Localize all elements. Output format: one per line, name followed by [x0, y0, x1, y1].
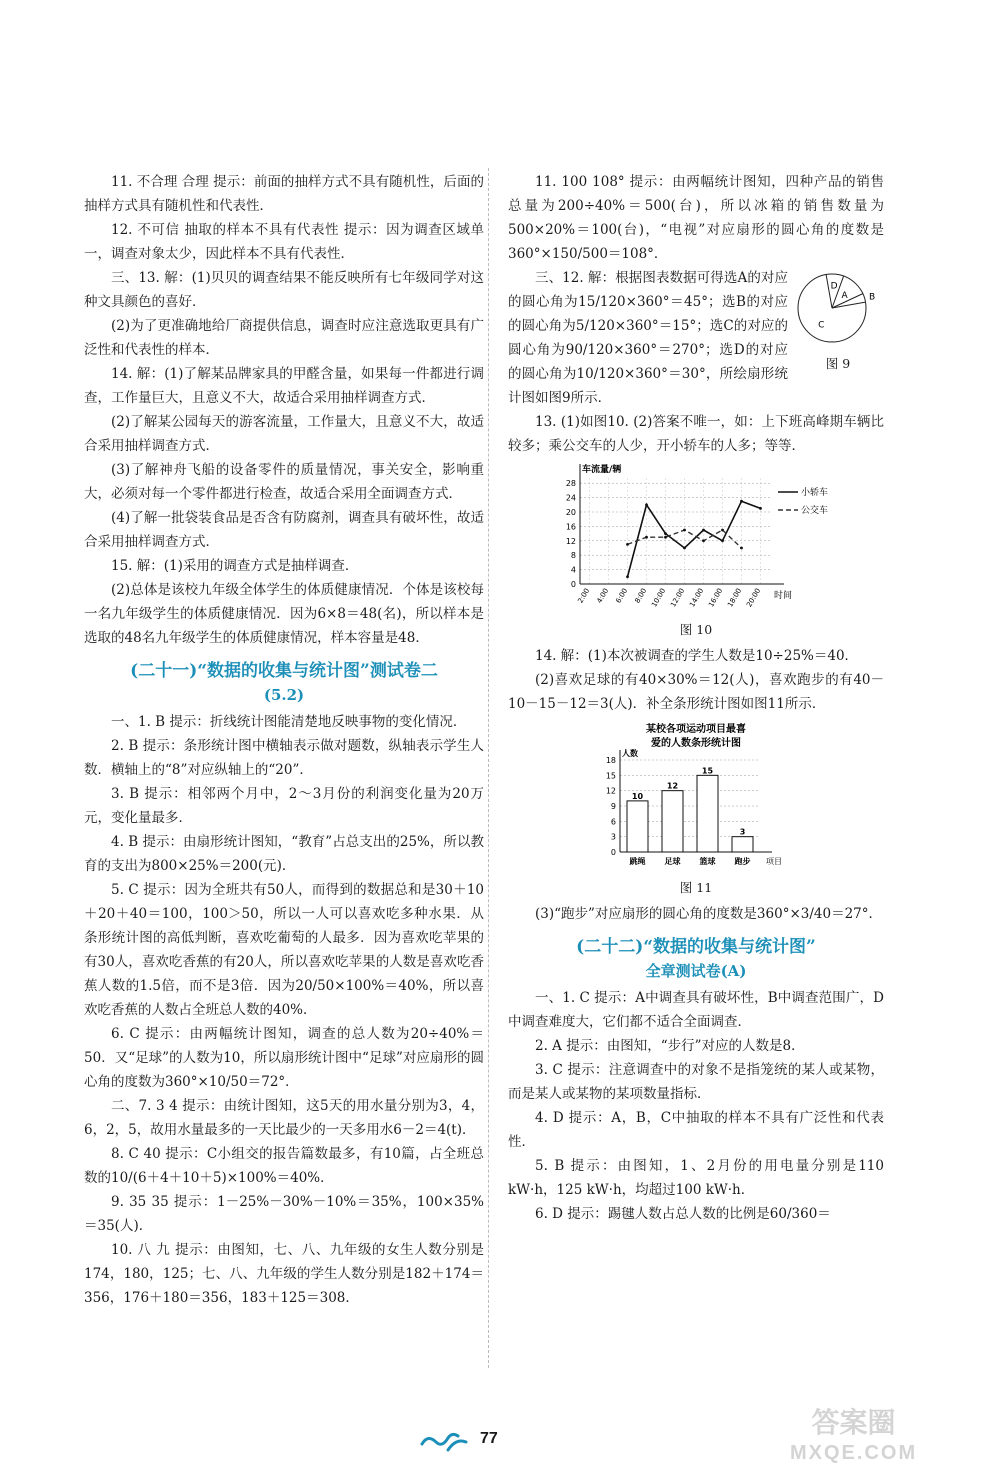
- line-point: [626, 575, 629, 578]
- answer-12: 12. 不可信 抽取的样本不具有代表性 提示：因为调查区域单一，调查对象太少，因此样本不具有代表性．: [84, 222, 484, 262]
- q21-5: 5. C 提示：因为全班共有50人，而得到的数据总和是30＋10＋20＋40＝100，100＞50，所以一人可以喜欢吃多种水果．从条形统计图的高低判断，喜欢吃葡萄的人最多．因为喜欢吃苹果的有30人，喜欢吃香蕉的有20人，所以喜欢吃苹果的人数是喜欢吃香蕉人数的1.5倍，而不是3倍．因为20/50×100%＝40%，所以喜欢吃香蕉的人数占全班总人数的40%．: [84, 882, 484, 1018]
- line-xtick: 10:00: [650, 587, 668, 609]
- line-point: [759, 507, 762, 510]
- line-xtick: 14:00: [688, 587, 706, 609]
- column-divider: [488, 168, 489, 1368]
- answer-13-1: 三、13. 解：(1)贝贝的调查结果不能反映所有七年级同学对这种文具颜色的喜好．: [84, 270, 484, 310]
- line-point: [702, 529, 705, 532]
- line-point: [740, 500, 743, 503]
- q22-6: 6. D 提示：踢毽人数占总人数的比例是60/360＝: [535, 1206, 831, 1222]
- line-point: [683, 547, 686, 550]
- page-number: 77: [480, 1430, 498, 1447]
- answer-12-pie: 三、12. 解：根据图表数据可得选A的对应的圆心角为15/120×360°＝45°；选B的对应的圆心角为5/120×360°＝15°；选C的对应的圆心角为90/120×360°＝270°；选D的对应的圆心角为10/120×360°＝30°，所绘扇形统计图如图9所示．: [508, 270, 788, 406]
- answer-14-2-right: (2)喜欢足球的有40×30%＝12(人)，喜欢跑步的有40－10－15－12＝3(人)．补全条形统计图如图11所示．: [508, 672, 884, 712]
- line-xtick: 8:00: [633, 587, 649, 605]
- figure-11-caption: 图 11: [679, 880, 713, 895]
- line-xlabel: 时间: [774, 591, 793, 601]
- answer-13-2: (2)为了更准确地给厂商提供信息，调查时应注意选取更具有广泛性和代表性的样本．: [84, 318, 484, 358]
- q21-7: 二、7. 3 4 提示：由统计图知，这5天的用水量分别为3，4，6，2，5，故用水量最多的一天比最少的一天多用水6－2＝4(t)．: [84, 1098, 484, 1138]
- watermark-line1: 答案圈: [811, 1407, 896, 1438]
- q21-11: 11. 100 108° 提示：由两幅统计图知，四种产品的销售总量为200÷40%＝500(台)，所以冰箱的销售数量为500×20%＝100(台)，“电视”对应扇形的圆心角的度数是360°×150/500＝108°．: [508, 174, 884, 262]
- bar-ytick: 6: [610, 817, 616, 827]
- bar-value-label: 12: [666, 781, 679, 791]
- line-ytick: 20: [565, 508, 576, 517]
- line-ytick: 28: [565, 479, 576, 489]
- line-xtick: 2:00: [576, 587, 592, 605]
- answer-13: 13. (1)如图10. (2)答案不唯一，如：上下班高峰期车辆比较多；乘公交车的人少，开小轿车的人多；等等．: [508, 414, 884, 454]
- pie-chart: [792, 266, 884, 346]
- bar-ytick: 15: [605, 771, 616, 781]
- watermark: [790, 1408, 917, 1468]
- line-ytick: 12: [565, 536, 576, 546]
- q22-5: 5. B 提示：由图知，1、2月份的用电量分别是110 kW·h，125 kW·h，均超过100 kW·h．: [508, 1158, 884, 1198]
- bar-category-label: 跑步: [734, 857, 751, 866]
- q22-3: 3. C 提示：注意调查中的对象不是指笼统的某人或某物，而是某人或某物的某项数量指标．: [508, 1062, 884, 1102]
- answer-11: 11. 不合理 合理 提示：前面的抽样方式不具有随机性，后面的抽样方式具有随机性和代表性．: [84, 174, 484, 214]
- line-series-0: [628, 501, 761, 577]
- q21-1: 一、1. B 提示：折线统计图能清楚地反映事物的变化情况．: [111, 714, 467, 730]
- line-point: [740, 547, 743, 550]
- line-point: [645, 536, 648, 539]
- section-22-subtitle: 全章测试卷(A): [645, 962, 747, 980]
- bar-value-label: 15: [701, 766, 714, 776]
- bar-title-line2: 爱的人数条形统计图: [651, 738, 741, 749]
- bar-ytick: 0: [610, 848, 616, 857]
- line-ytick: 4: [570, 565, 576, 575]
- figure-10-caption: 图 10: [679, 622, 713, 637]
- answer-14-1: 14. 解：(1)了解某品牌家具的甲醛含量，如果每一件都进行调查，工作量巨大，且意义不大，故适合采用抽样调查方式．: [84, 366, 484, 406]
- bar-篮球: [697, 775, 718, 852]
- line-ytick: 0: [570, 580, 576, 589]
- line-ytick: 24: [565, 493, 576, 503]
- q21-10: 10. 八 九 提示：由图知，七、八、九年级的女生人数分别是174，180，125；七、八、九年级的学生人数分别是182＋174＝356，176＋180＝356，183＋125＝308．: [84, 1242, 484, 1306]
- watermark-line2: MXQE.COM: [790, 1442, 918, 1464]
- swan-logo-icon: [418, 1428, 470, 1458]
- q21-9: 9. 35 35 提示：1－25%－30%－10%＝35%，100×35%＝35(人)．: [84, 1194, 484, 1234]
- bar-ytick: 9: [610, 802, 616, 811]
- line-point: [664, 532, 667, 535]
- bar-ytick: 12: [605, 786, 616, 796]
- q22-1: 一、1. C 提示：A中调查具有破坏性，B中调查范围广，D中调查难度大，它们都不适合全面调查．: [508, 990, 884, 1030]
- bar-ylabel: 人数: [622, 749, 638, 758]
- answer-14-3-right: (3)“跑步”对应扇形的圆心角的度数是360°×3/40＝27°．: [535, 906, 882, 922]
- bar-跑步: [732, 837, 753, 852]
- line-chart: [546, 462, 846, 612]
- section-22-title: (二十二)“数据的收集与统计图”: [576, 937, 816, 957]
- line-point: [645, 503, 648, 506]
- pie-label-D: D: [830, 281, 838, 292]
- left-column: [84, 170, 484, 1310]
- right-column: [508, 170, 884, 1226]
- line-point: [626, 543, 629, 546]
- figure-11: [508, 720, 884, 898]
- figure-10: [508, 462, 884, 640]
- bar-xlabel: 项目: [766, 857, 782, 866]
- section-21-title: (二十一)“数据的收集与统计图”测试卷二: [130, 661, 438, 681]
- bar-value-label: 10: [631, 791, 644, 801]
- line-xtick: 16:00: [707, 587, 725, 609]
- bar-category-label: 篮球: [699, 857, 716, 866]
- line-ytick: 8: [570, 551, 576, 561]
- bar-足球: [662, 791, 683, 852]
- line-point: [664, 536, 667, 539]
- line-point: [683, 529, 686, 532]
- line-xtick: 18:00: [726, 587, 744, 609]
- section-21-subtitle: (5.2): [263, 686, 305, 704]
- figure-9: [792, 266, 884, 374]
- bar-title-line1: 某校各项运动项目最喜: [646, 724, 746, 735]
- pie-label-A: A: [841, 291, 848, 302]
- line-xtick: 6:00: [614, 587, 630, 605]
- bar-ytick: 18: [605, 756, 616, 765]
- pie-label-B: B: [868, 292, 876, 303]
- figure-9-caption: 图 9: [825, 356, 851, 371]
- answer-14-3: (3)了解神舟飞船的设备零件的质量情况，事关安全，影响重大，必须对每一个零件都进行检查，故适合采用全面调查方式．: [84, 462, 484, 502]
- line-xtick: 4:00: [595, 587, 611, 605]
- line-point: [702, 539, 705, 542]
- q21-2: 2. B 提示：条形统计图中横轴表示做对题数，纵轴表示学生人数．横轴上的“8”对应纵轴上的“20”．: [84, 738, 484, 778]
- pie-slice-C: [832, 302, 865, 308]
- q21-6: 6. C 提示：由两幅统计图知，调查的总人数为20÷40%＝50．又“足球”的人数为10，所以扇形统计图中“足球”对应扇形的圆心角的度数为360°×10/50＝72°．: [84, 1026, 484, 1090]
- bar-category-label: 足球: [664, 857, 681, 866]
- line-legend-label: 公交车: [801, 506, 829, 516]
- bar-chart: [586, 720, 806, 870]
- bar-跳绳: [627, 801, 648, 852]
- bar-value-label: 3: [739, 827, 746, 837]
- q22-2: 2. A 提示：由图知，“步行”对应的人数是8．: [535, 1038, 805, 1054]
- answer-14-2: (2)了解某公园每天的游客流量，工作量大，且意义不大，故适合采用抽样调查方式．: [84, 414, 484, 454]
- pie-label-C: C: [818, 320, 825, 331]
- line-legend-label: 小轿车: [801, 488, 829, 498]
- answer-14-4: (4)了解一批袋装食品是否含有防腐剂，调查具有破坏性，故适合采用抽样调查方式．: [84, 510, 484, 550]
- q21-3: 3. B 提示：相邻两个月中，2～3月份的利润变化量为20万元，变化量最多．: [84, 786, 484, 826]
- line-point: [721, 539, 724, 542]
- line-xtick: 20:00: [745, 587, 763, 609]
- answer-15-1: 15. 解：(1)采用的调查方式是抽样调查．: [111, 558, 359, 574]
- bar-ytick: 3: [610, 832, 616, 842]
- line-ylabel: 车流量/辆: [582, 465, 622, 475]
- line-xtick: 12:00: [669, 587, 687, 609]
- answer-14-1-right: 14. 解：(1)本次被调查的学生人数是10÷25%＝40．: [535, 648, 859, 664]
- q21-8: 8. C 40 提示：C小组交的报告篇数最多，有10篇，占全班总数的10/(6＋4＋10＋5)×100%＝40%．: [84, 1146, 484, 1186]
- q22-4: 4. D 提示：A，B，C中抽取的样本不具有广泛性和代表性．: [508, 1110, 884, 1150]
- q21-4: 4. B 提示：由扇形统计图知，“教育”占总支出的25%，所以教育的支出为800×25%＝200(元)．: [84, 834, 484, 874]
- line-ytick: 16: [565, 522, 576, 532]
- line-point: [721, 529, 724, 532]
- bar-category-label: 跳绳: [629, 857, 646, 866]
- answer-15-2: (2)总体是该校九年级全体学生的体质健康情况．个体是该校每一名九年级学生的体质健康情况．因为6×8＝48(名)，所以样本是选取的48名九年级学生的体质健康情况，样本容量是48．: [84, 582, 484, 646]
